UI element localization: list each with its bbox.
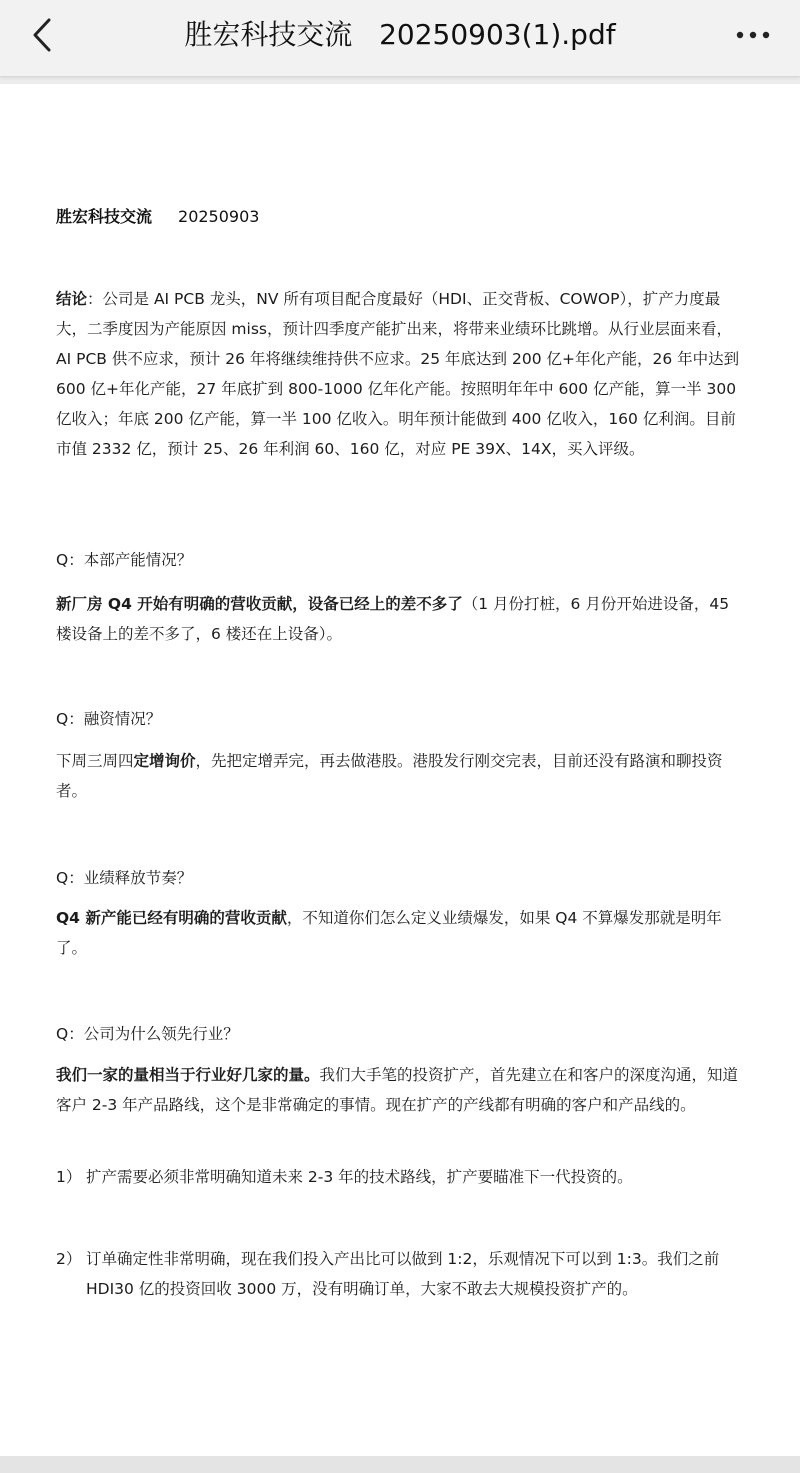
more-options-button[interactable]	[728, 12, 778, 58]
back-button[interactable]	[20, 10, 64, 60]
answer-3	[56, 903, 742, 963]
heading-title: 胜宏科技交流	[56, 207, 153, 226]
answer-2-bold: 定增询价	[133, 752, 196, 770]
answer-2-pre: 下周三周四	[56, 752, 134, 770]
list-item	[56, 1162, 742, 1192]
answer-2-text: ，先把定增弄完，再去做港股。港股发行刚交完表，目前还没有路演和聊投资者。	[56, 752, 723, 800]
answer-1-text: （1 月份打桩，6 月份开始进设备，45 楼设备上的差不多了，6 楼还在上设备）。	[56, 595, 730, 643]
answer-4	[56, 1060, 742, 1120]
answer-1-bold: 新厂房 Q4 开始有明确的营收贡献，设备已经上的差不多了	[56, 595, 463, 613]
bottom-bar	[0, 1456, 800, 1473]
list-item-number: 1）	[56, 1168, 82, 1186]
conclusion-text: ：公司是 AI PCB 龙头，NV 所有项目配合度最好（HDI、正交背板、COWOP），扩产力度最大，二季度因为产能原因 miss，预计四季度产能扩出来，将带来业绩环比跳增。从行业层面来看，AI PCB 供不应求，预计 26 年将继续维持供不应求。25 年底达到 200 亿+年化产能，26 年中达到 600 亿+年化产能，27 年底扩到 800-1000 亿年化产能。按照明年年中 600 亿产能，算一半 300 亿收入；年底 200 亿产能，算一半 100 亿收入。明年预计能做到 400 亿收入，160 亿利润。目前市值 2332 亿，预计 25、26 年利润 60、160 亿，对应 PE 39X、14X，买入评级。	[56, 290, 740, 458]
pdf-page	[0, 84, 800, 1456]
list-item	[56, 1244, 742, 1304]
answer-1	[56, 589, 742, 649]
more-horizontal-icon	[735, 30, 771, 40]
list-item-text: 扩产需要必须非常明确知道未来 2-3 年的技术路线，扩产要瞄准下一代投资的。	[86, 1168, 633, 1186]
answer-3-bold: Q4 新产能已经有明确的营收贡献	[56, 909, 287, 927]
question-3: Q：业绩释放节奏？	[56, 869, 193, 887]
answer-4-text: 我们大手笔的投资扩产，首先建立在和客户的深度沟通，知道客户 2-3 年产品路线，这个是非常确定的事情。现在扩产的产线都有明确的客户和产品线的。	[56, 1066, 739, 1114]
conclusion-label: 结论	[56, 290, 88, 308]
answer-4-bold: 我们一家的量相当于行业好几家的量。	[56, 1066, 320, 1084]
heading-date: 20250903	[178, 207, 260, 226]
question-4: Q：公司为什么领先行业？	[56, 1025, 239, 1043]
question-1: Q：本部产能情况？	[56, 551, 193, 569]
question-2: Q：融资情况？	[56, 710, 162, 728]
answer-3-text: ，不知道你们怎么定义业绩爆发，如果 Q4 不算爆发那就是明年了。	[56, 909, 722, 957]
conclusion-paragraph	[56, 284, 742, 464]
list-item-text: 订单确定性非常明确，现在我们投入产出比可以做到 1:2，乐观情况下可以到 1:3。我们之前 HDI30 亿的投资回收 3000 万，没有明确订单，大家不敢去大规模投资扩产的。	[86, 1250, 720, 1298]
page-heading	[56, 204, 259, 227]
list-item-number: 2）	[56, 1250, 82, 1268]
chevron-left-icon	[31, 17, 53, 53]
top-bar	[0, 0, 800, 77]
answer-2	[56, 746, 742, 806]
document-title: 胜宏科技交流 20250903(1).pdf	[184, 18, 616, 51]
